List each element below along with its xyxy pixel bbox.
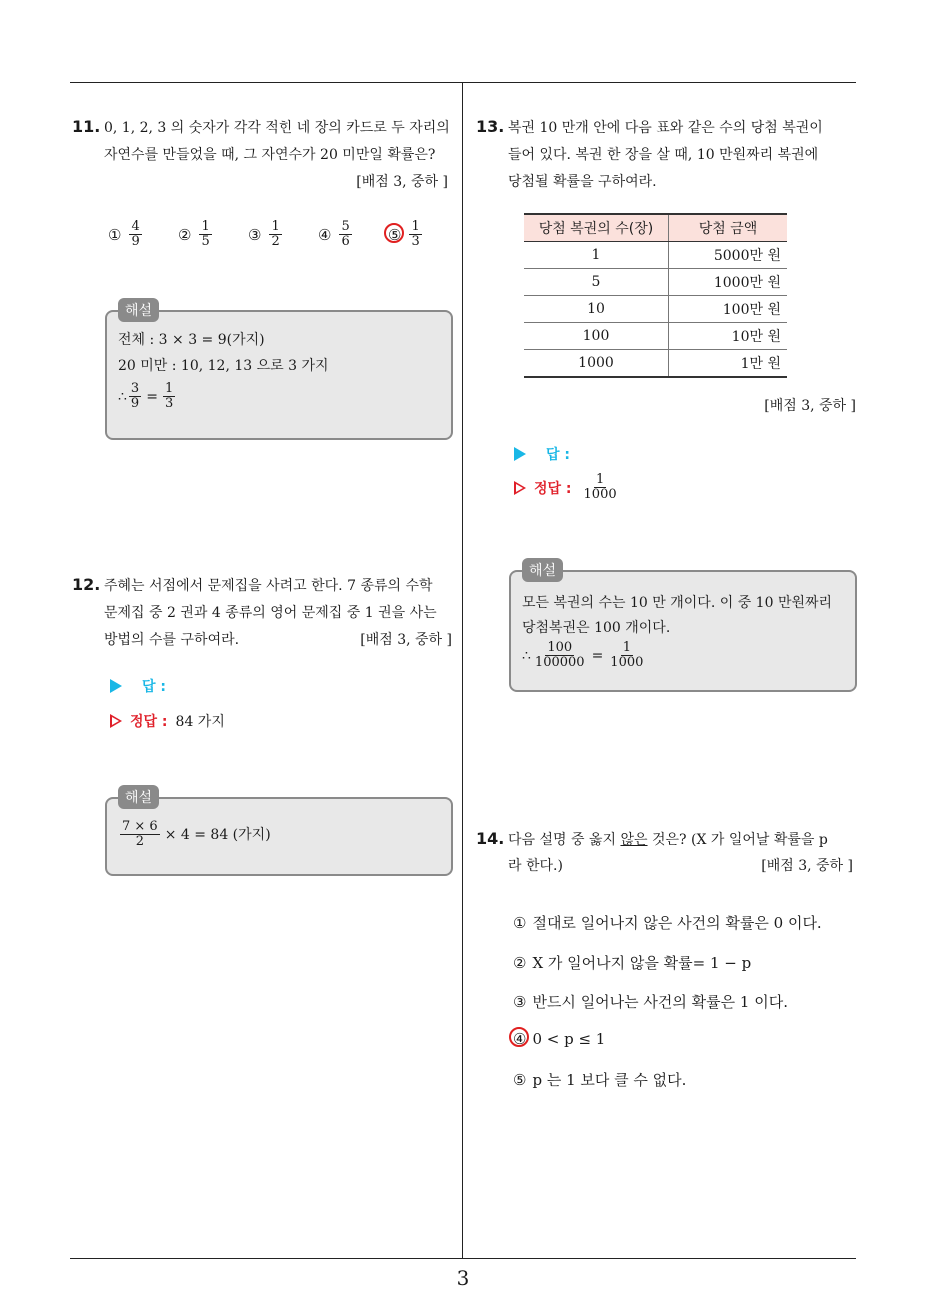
choice-mark-selected xyxy=(513,1030,526,1048)
q12-answer-row[interactable] xyxy=(110,676,166,696)
q11-number: 11. xyxy=(72,117,101,136)
q13-line2: 들어 있다. 복권 한 장을 살 때, 10 만원짜리 복권에 xyxy=(508,147,819,163)
q12-answer-label: 답 : xyxy=(142,679,166,695)
choice-mark-selected xyxy=(388,226,401,244)
q13-number: 13. xyxy=(476,117,505,136)
choice-fraction xyxy=(409,220,421,249)
selection-ring-icon xyxy=(384,223,404,243)
q14-choice-4[interactable] xyxy=(513,1030,605,1048)
expl-fraction-2 xyxy=(163,382,175,411)
expl-fraction xyxy=(120,820,160,849)
q11-choice-2[interactable] xyxy=(178,220,214,249)
expl-fraction-2 xyxy=(608,641,645,670)
outline-triangle-icon xyxy=(514,481,526,495)
play-triangle-icon xyxy=(110,679,122,693)
page-number: 3 xyxy=(456,1266,470,1290)
q13-correct-row xyxy=(514,473,621,502)
q11-choice-4[interactable] xyxy=(318,220,354,249)
q13-expl-line2: 당첨복권은 100 개이다. xyxy=(522,620,671,636)
equals-sign: = xyxy=(591,647,604,664)
q14-choice-1[interactable] xyxy=(513,912,822,933)
choice-text: 반드시 일어나는 사건의 확률은 1 이다. xyxy=(532,993,788,1011)
equals-sign: = xyxy=(146,388,158,405)
choice-mark: ① xyxy=(108,225,122,244)
q14-choice-2[interactable] xyxy=(513,952,751,973)
table-cell: 1000 xyxy=(524,350,669,378)
q13-score: [배점 3, 중하 ] xyxy=(764,398,856,414)
choice-fraction xyxy=(339,220,351,249)
fraction-denominator: 1000 xyxy=(583,487,617,502)
q11-score: [배점 3, 중하 ] xyxy=(356,174,448,190)
choice-mark: ④ xyxy=(318,225,332,244)
choice-mark-text: ④ xyxy=(513,1030,527,1048)
q12-correct-label: 정답 : xyxy=(130,714,168,730)
top-rule xyxy=(70,82,856,83)
fraction-numerator: 1 xyxy=(201,219,210,234)
choice-fraction xyxy=(199,220,211,249)
q13-correct-fraction xyxy=(582,473,619,502)
table-cell: 100 xyxy=(524,323,669,350)
fraction-numerator: 1 xyxy=(622,640,631,655)
therefore-symbol: ∴ xyxy=(118,388,127,405)
choice-text: p 는 1 보다 클 수 없다. xyxy=(532,1071,687,1089)
fraction-numerator: 4 xyxy=(131,219,140,234)
q13-answer-row[interactable] xyxy=(514,444,570,464)
q14-number: 14. xyxy=(476,829,505,848)
q11-expl-line1: 전체 : 3 × 3 = 9(가지) xyxy=(118,332,265,348)
fraction-denominator: 3 xyxy=(164,396,174,411)
choice-text: X 가 일어나지 않을 확률= 1 − p xyxy=(532,954,752,972)
q14-choice-5[interactable] xyxy=(513,1069,686,1090)
expl-fraction-1 xyxy=(129,382,141,411)
choice-mark: ③ xyxy=(513,992,527,1011)
fraction-numerator: 5 xyxy=(341,219,350,234)
fraction-numerator: 7 × 6 xyxy=(122,819,158,834)
fraction-denominator: 100000 xyxy=(534,655,585,670)
q14-line1-underlined: 않은 xyxy=(620,832,648,848)
q12-number: 12. xyxy=(72,575,101,594)
table-row xyxy=(524,350,787,378)
q14-score: [배점 3, 중하 ] xyxy=(761,858,853,874)
q11-choice-3[interactable] xyxy=(248,220,284,249)
q14-line1-part-a: 다음 설명 중 옳지 xyxy=(508,832,621,848)
choice-text: 절대로 일어나지 않은 사건의 확률은 0 이다. xyxy=(532,914,822,932)
bottom-rule xyxy=(70,1258,856,1259)
expl-rest: × 4 = 84 (가지) xyxy=(164,826,271,843)
q14-line1 xyxy=(508,827,828,854)
q13-explanation-label: 해설 xyxy=(522,558,563,582)
table-cell: 100만 원 xyxy=(669,296,788,323)
fraction-denominator: 5 xyxy=(201,234,210,249)
fraction-denominator: 6 xyxy=(341,234,350,249)
q11-line1: 0, 1, 2, 3 의 숫자가 각각 적힌 네 장의 카드로 두 자리의 xyxy=(104,120,450,136)
q13-line1: 복권 10 만개 안에 다음 표와 같은 수의 당첨 복권이 xyxy=(508,120,823,136)
q12-explanation-label: 해설 xyxy=(118,785,159,809)
q11-line2: 자연수를 만들었을 때, 그 자연수가 20 미만일 확률은? xyxy=(104,147,436,163)
fraction-denominator: 2 xyxy=(135,834,144,849)
q14-line2: 라 한다.) xyxy=(508,858,563,874)
choice-text: 0 < p ≤ 1 xyxy=(532,1030,606,1048)
table-row xyxy=(524,242,787,269)
table-cell: 1만 원 xyxy=(669,350,788,378)
q11-choice-5[interactable] xyxy=(388,220,424,249)
q13-expl-line3 xyxy=(522,641,647,670)
table-header-row xyxy=(524,214,787,242)
q14-line1-part-b: 것은? (X 가 일어날 확률을 p xyxy=(647,832,828,848)
q11-expl-line3 xyxy=(118,382,177,411)
q13-line3: 당첨될 확률을 구하여라. xyxy=(508,174,657,190)
fraction-numerator: 100 xyxy=(547,640,573,655)
q13-expl-line1: 모든 복권의 수는 10 만 개이다. 이 중 10 만원짜리 xyxy=(522,595,833,611)
table-cell: 5 xyxy=(524,269,669,296)
q12-line2: 문제집 중 2 권과 4 종류의 영어 문제집 중 1 권을 사는 xyxy=(104,605,437,621)
table-cell: 10 xyxy=(524,296,669,323)
outline-triangle-icon xyxy=(110,714,122,728)
fraction-numerator: 1 xyxy=(164,381,174,396)
choice-fraction xyxy=(129,220,141,249)
q13-answer-label: 답 : xyxy=(546,447,570,463)
fraction-denominator: 9 xyxy=(131,234,140,249)
q11-choice-1[interactable] xyxy=(108,220,144,249)
q11-explanation-label: 해설 xyxy=(118,298,159,322)
fraction-numerator: 1 xyxy=(271,219,280,234)
table-header: 당첨 복권의 수(장) xyxy=(524,214,669,242)
q12-correct-value: 84 가지 xyxy=(175,714,225,730)
choice-mark: ⑤ xyxy=(513,1070,527,1089)
q14-choice-3[interactable] xyxy=(513,991,788,1012)
q13-prize-table xyxy=(524,213,787,378)
table-header: 당첨 금액 xyxy=(669,214,788,242)
q11-expl-line2: 20 미만 : 10, 12, 13 으로 3 가지 xyxy=(118,358,329,374)
choice-mark: ③ xyxy=(248,225,262,244)
q12-expl-line xyxy=(118,820,271,849)
table-row xyxy=(524,269,787,296)
selection-ring-icon xyxy=(509,1027,529,1047)
column-divider xyxy=(462,83,463,1259)
choice-mark: ② xyxy=(178,225,192,244)
table-row xyxy=(524,296,787,323)
q12-score: [배점 3, 중하 ] xyxy=(360,632,452,648)
choice-mark-text: ⑤ xyxy=(388,225,402,244)
expl-fraction-1 xyxy=(533,641,587,670)
fraction-numerator: 1 xyxy=(595,472,605,487)
play-triangle-icon xyxy=(514,447,526,461)
q12-correct-row xyxy=(110,711,225,731)
fraction-denominator: 1000 xyxy=(610,655,644,670)
table-cell: 1 xyxy=(524,242,669,269)
q12-line1: 주혜는 서점에서 문제집을 사려고 한다. 7 종류의 수학 xyxy=(104,578,433,594)
choice-mark: ② xyxy=(513,953,527,972)
q12-line3: 방법의 수를 구하여라. xyxy=(104,632,240,648)
table-cell: 10만 원 xyxy=(669,323,788,350)
fraction-numerator: 1 xyxy=(411,219,420,234)
fraction-denominator: 3 xyxy=(411,234,420,249)
fraction-denominator: 9 xyxy=(130,396,140,411)
table-cell: 1000만 원 xyxy=(669,269,788,296)
table-cell: 5000만 원 xyxy=(669,242,788,269)
q13-correct-label: 정답 : xyxy=(534,480,572,497)
choice-fraction xyxy=(269,220,281,249)
therefore-symbol: ∴ xyxy=(522,647,531,664)
fraction-numerator: 3 xyxy=(130,381,140,396)
fraction-denominator: 2 xyxy=(271,234,280,249)
table-row xyxy=(524,323,787,350)
choice-mark: ① xyxy=(513,913,527,932)
